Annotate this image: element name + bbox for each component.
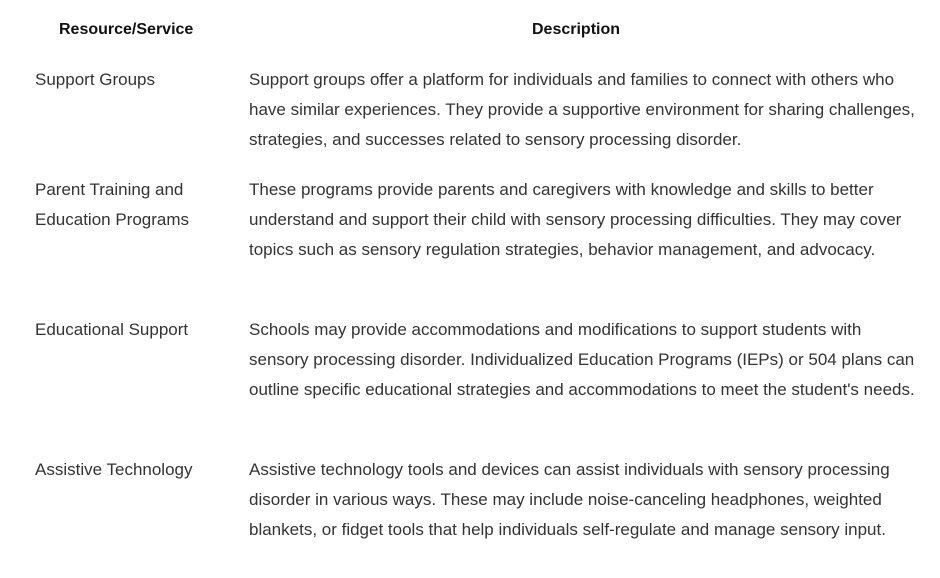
row-description: Schools may provide accommodations and modifications to support students with sensory processing disorder. Individualized Education Programs (IEPs) or 504 plans can outline specific educational strategies and accommodations to meet the student's needs. — [249, 320, 915, 399]
row-description: Assistive technology tools and devices can assist individuals with sensory processing disorder in various ways. These may include noise-canceling headphones, weighted blankets, or fidget tools that help individuals self-regulate and manage sensory input. — [249, 460, 890, 539]
row-description: These programs provide parents and caregivers with knowledge and skills to better understand and support their child with sensory processing difficulties. They may cover topics such as sensory regulation strategies, behavior management, and advocacy. — [249, 180, 902, 259]
header-description: Description — [532, 21, 621, 38]
row-description: Support groups offer a platform for individuals and families to connect with others who have similar experiences. They provide a supportive environment for sharing challenges, strategies, and successes related to sensory processing disorder. — [249, 70, 915, 149]
header-resource-service: Resource/Service — [59, 21, 194, 38]
row-resource-name: Educational Support — [35, 320, 189, 339]
table-header — [0, 19, 940, 41]
row-resource-name: Parent Training and Education Programs — [35, 180, 190, 229]
row-resource-name: Support Groups — [35, 70, 156, 89]
row-resource-name: Assistive Technology — [35, 460, 193, 479]
